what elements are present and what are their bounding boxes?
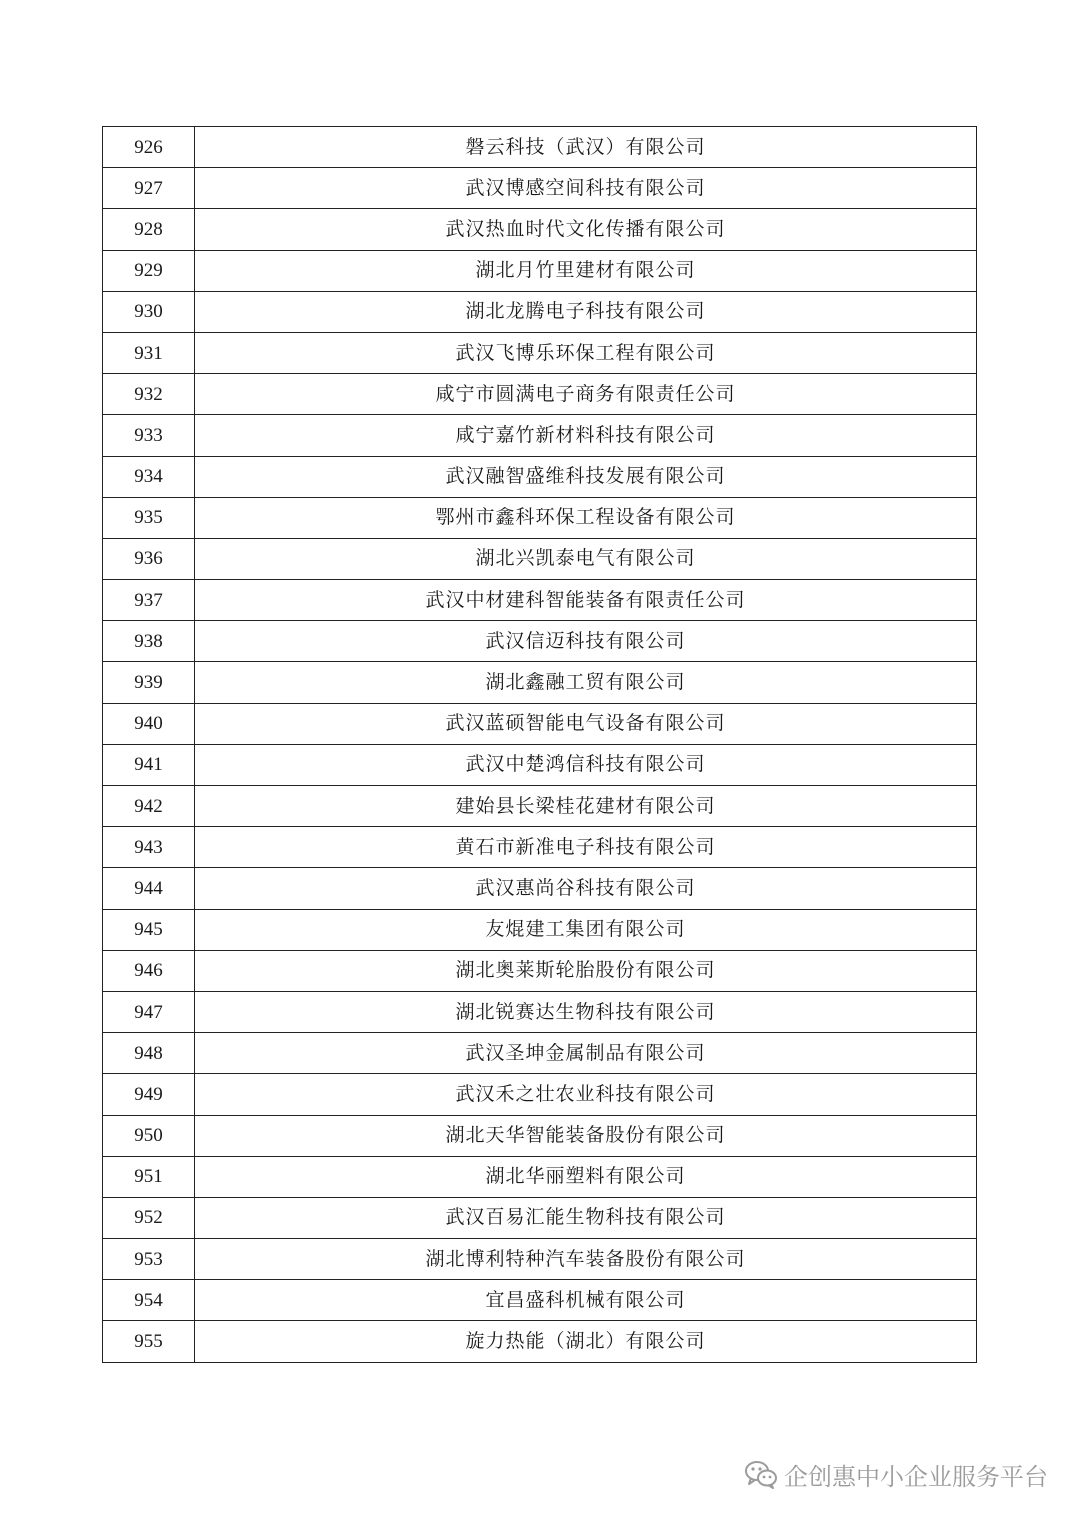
company-name: 湖北月竹里建材有限公司: [195, 250, 977, 291]
row-number: 935: [103, 497, 195, 538]
row-number: 943: [103, 827, 195, 868]
company-name: 武汉圣坤金属制品有限公司: [195, 1033, 977, 1074]
row-number: 948: [103, 1033, 195, 1074]
company-name: 友焜建工集团有限公司: [195, 909, 977, 950]
row-number: 929: [103, 250, 195, 291]
wechat-icon: [744, 1459, 778, 1489]
table-row: [103, 950, 977, 991]
table-row: [103, 168, 977, 209]
watermark-text: 企创惠中小企业服务平台: [784, 1462, 1048, 1491]
table-row: [103, 1321, 977, 1362]
table-row: [103, 250, 977, 291]
watermark: [744, 1456, 1048, 1492]
company-name: 黄石市新准电子科技有限公司: [195, 827, 977, 868]
company-name: 武汉飞博乐环保工程有限公司: [195, 332, 977, 373]
company-name: 咸宁嘉竹新材料科技有限公司: [195, 415, 977, 456]
table-row: [103, 1156, 977, 1197]
table-row: [103, 209, 977, 250]
table-row: [103, 374, 977, 415]
company-list-table: [102, 126, 977, 1363]
table-row: [103, 827, 977, 868]
row-number: 927: [103, 168, 195, 209]
table-row: [103, 744, 977, 785]
company-name: 武汉蓝硕智能电气设备有限公司: [195, 703, 977, 744]
company-name: 咸宁市圆满电子商务有限责任公司: [195, 374, 977, 415]
table-row: [103, 703, 977, 744]
row-number: 946: [103, 950, 195, 991]
company-name: 湖北博利特种汽车装备股份有限公司: [195, 1239, 977, 1280]
company-name: 武汉禾之壮农业科技有限公司: [195, 1074, 977, 1115]
company-name: 湖北鑫融工贸有限公司: [195, 662, 977, 703]
table-row: [103, 991, 977, 1032]
row-number: 942: [103, 786, 195, 827]
row-number: 950: [103, 1115, 195, 1156]
company-name: 武汉百易汇能生物科技有限公司: [195, 1197, 977, 1238]
company-name: 武汉中材建科智能装备有限责任公司: [195, 580, 977, 621]
table-row: [103, 621, 977, 662]
company-list-body: [103, 127, 977, 1363]
table-row: [103, 1197, 977, 1238]
company-name: 湖北天华智能装备股份有限公司: [195, 1115, 977, 1156]
table-row: [103, 580, 977, 621]
row-number: 936: [103, 538, 195, 579]
row-number: 951: [103, 1156, 195, 1197]
company-name: 武汉博感空间科技有限公司: [195, 168, 977, 209]
row-number: 930: [103, 291, 195, 332]
row-number: 939: [103, 662, 195, 703]
company-name: 湖北锐赛达生物科技有限公司: [195, 991, 977, 1032]
table-row: [103, 415, 977, 456]
table-row: [103, 127, 977, 168]
row-number: 953: [103, 1239, 195, 1280]
company-name: 湖北奥莱斯轮胎股份有限公司: [195, 950, 977, 991]
company-name: 磐云科技（武汉）有限公司: [195, 127, 977, 168]
table-row: [103, 497, 977, 538]
company-name: 湖北兴凯泰电气有限公司: [195, 538, 977, 579]
row-number: 938: [103, 621, 195, 662]
table-row: [103, 868, 977, 909]
row-number: 933: [103, 415, 195, 456]
row-number: 932: [103, 374, 195, 415]
row-number: 937: [103, 580, 195, 621]
company-name: 旋力热能（湖北）有限公司: [195, 1321, 977, 1362]
row-number: 928: [103, 209, 195, 250]
company-name: 湖北华丽塑料有限公司: [195, 1156, 977, 1197]
row-number: 945: [103, 909, 195, 950]
table-row: [103, 909, 977, 950]
row-number: 944: [103, 868, 195, 909]
table-row: [103, 786, 977, 827]
table-row: [103, 332, 977, 373]
company-name: 鄂州市鑫科环保工程设备有限公司: [195, 497, 977, 538]
row-number: 926: [103, 127, 195, 168]
row-number: 934: [103, 456, 195, 497]
row-number: 949: [103, 1074, 195, 1115]
company-name: 武汉惠尚谷科技有限公司: [195, 868, 977, 909]
row-number: 954: [103, 1280, 195, 1321]
company-name: 武汉信迈科技有限公司: [195, 621, 977, 662]
table-row: [103, 662, 977, 703]
company-name: 武汉中楚鸿信科技有限公司: [195, 744, 977, 785]
table-row: [103, 456, 977, 497]
row-number: 947: [103, 991, 195, 1032]
row-number: 952: [103, 1197, 195, 1238]
row-number: 940: [103, 703, 195, 744]
table-row: [103, 1239, 977, 1280]
company-name: 宜昌盛科机械有限公司: [195, 1280, 977, 1321]
company-name: 武汉融智盛维科技发展有限公司: [195, 456, 977, 497]
company-name: 建始县长梁桂花建材有限公司: [195, 786, 977, 827]
row-number: 955: [103, 1321, 195, 1362]
table-row: [103, 1280, 977, 1321]
table-row: [103, 1115, 977, 1156]
table-row: [103, 538, 977, 579]
row-number: 941: [103, 744, 195, 785]
table-row: [103, 1033, 977, 1074]
table-row: [103, 291, 977, 332]
company-name: 武汉热血时代文化传播有限公司: [195, 209, 977, 250]
table-row: [103, 1074, 977, 1115]
company-name: 湖北龙腾电子科技有限公司: [195, 291, 977, 332]
row-number: 931: [103, 332, 195, 373]
